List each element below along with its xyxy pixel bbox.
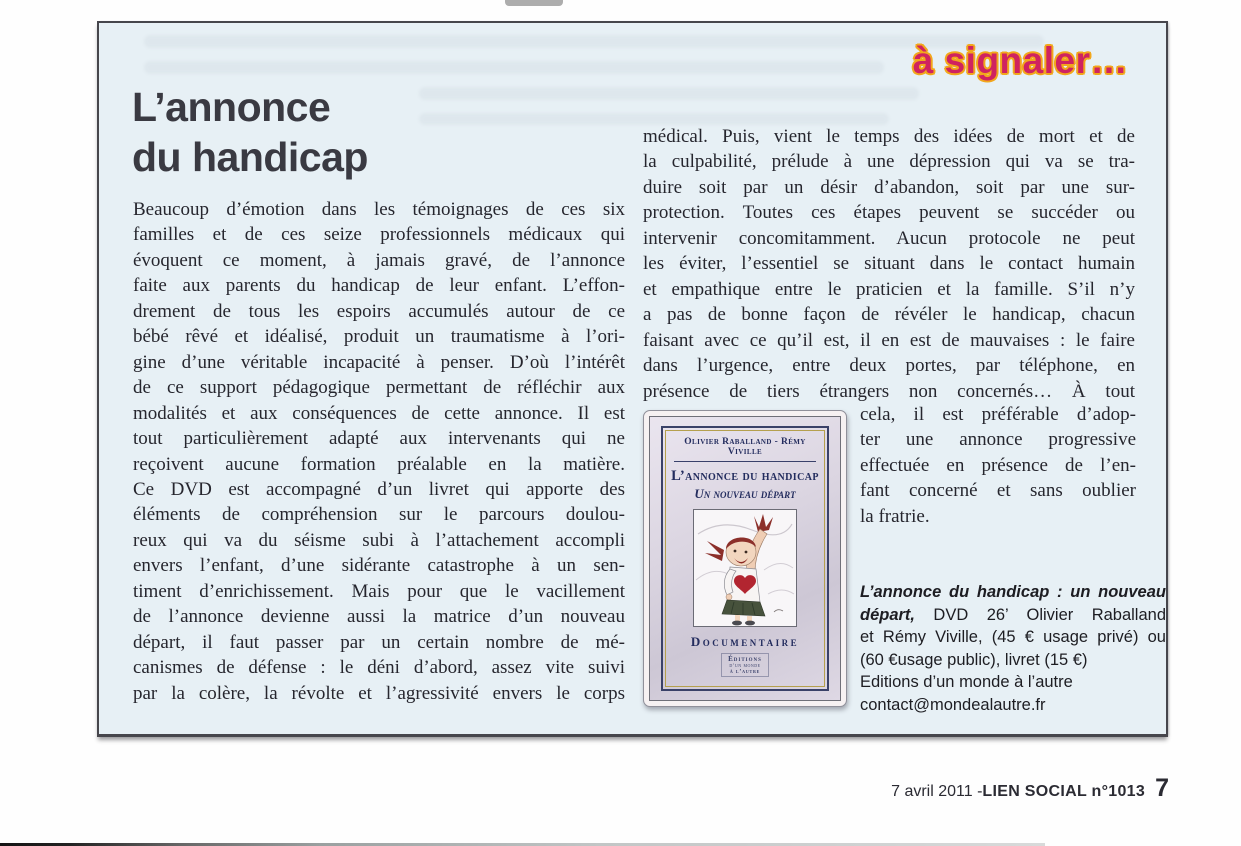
body-text-line: Ce DVD est accompagné d’un livret qui apporte des: [133, 478, 625, 500]
body-text-line: bébé rêvé et idéalisé, produit un traumatisme à l’ori-: [133, 326, 625, 348]
caption-title-line: L’annonce du handicap : un nouveau: [860, 583, 1166, 601]
article-wrapped-column: [860, 402, 1136, 529]
caption-title-part: départ,: [860, 605, 916, 624]
title-line-2: du handicap: [132, 134, 368, 180]
dvd-genre: Documentaire: [690, 634, 800, 649]
publisher-line: d’un monde: [729, 664, 761, 669]
publisher-line: Éditions: [728, 655, 762, 663]
body-text-line: par la colère, la révolte et l’agressivité envers le corps: [133, 682, 625, 704]
footer-page-number: 7: [1155, 774, 1169, 802]
scan-smudge-artifact: [505, 0, 563, 6]
caption-line: [860, 604, 1166, 627]
body-text-line: les éviter, l’essentiel se situant dans le contact humain: [643, 253, 1135, 275]
caption-text-part: DVD 26’ Olivier Raballand: [915, 605, 1166, 624]
body-text-line: modalités et aux conséquences de cette annonce. Il est: [133, 402, 625, 424]
footer-magazine-name: LIEN SOCIAL n°1013: [982, 783, 1146, 800]
body-text-line: présence de tiers étrangers non concernés… À tout: [643, 380, 1135, 402]
body-text-line: drement de tous les espoirs accumulés autour de ce: [133, 300, 625, 322]
body-text-line: ter une annonce progressive: [860, 429, 1136, 451]
body-text-line: gine d’une véritable incapacité à penser. D’où l’intérêt: [133, 351, 625, 373]
body-text-line: la fratrie.: [860, 505, 930, 527]
dvd-cover-photo: [643, 410, 847, 707]
body-text-line: reçoivent aucune formation préalable en la matière.: [133, 453, 625, 475]
body-text-line: reux qui va du séisme subi à l’attachement accompli: [133, 529, 625, 551]
dvd-authors: Olivier Raballand - Rémy Viville: [674, 437, 817, 462]
page-title: [132, 82, 368, 182]
caption-line: et Rémy Viville, (45 € usage privé) ou: [860, 628, 1166, 646]
caption-line: Editions d’un monde à l’autre: [860, 673, 1073, 691]
body-text-line: départ, il faut passer par un certain nombre de mé-: [133, 631, 625, 653]
body-text-line: faite aux parents du handicap de leur enfant. L’effon-: [133, 275, 625, 297]
dvd-title: L’annonce du handicap: [671, 468, 819, 484]
body-text-line: évoquent ce moment, à jamais gravé, de l’annonce: [133, 249, 625, 271]
dvd-cover: [649, 416, 841, 701]
bleedthrough-artifact: [144, 61, 884, 74]
body-text-line: tout particulièrement adapté aux intervenants qui ne: [133, 428, 625, 450]
dvd-caption: [860, 581, 1166, 716]
body-text-line: éléments de compréhension sur le parcours doulou-: [133, 504, 625, 526]
bleedthrough-artifact: [144, 35, 1044, 48]
caption-line: (60 €usage public), livret (15 €): [860, 650, 1088, 669]
caption-line: contact@mondealautre.fr: [860, 695, 1046, 714]
body-text-line: envers l’enfant, d’une sidérante catastrophe à un sen-: [133, 555, 625, 577]
page-footer: [891, 774, 1169, 803]
caption-rest: [860, 649, 1166, 717]
body-text-line: de l’annonce devienne aussi la matrice d’un nouveau: [133, 606, 625, 628]
body-text-line: et empathique entre le praticien et la famille. S’il n’y: [643, 278, 1135, 300]
dvd-cover-frame: [661, 426, 829, 691]
body-text-line: de ce support pédagogique permettant de réfléchir aux: [133, 377, 625, 399]
dvd-subtitle: Un nouveau départ: [694, 486, 796, 501]
body-text-line: Beaucoup d’émotion dans les témoignages de ces six: [133, 199, 625, 220]
section-rubric: à signaler…: [912, 40, 1128, 81]
body-text-line: cela, il est préférable d’adop-: [860, 404, 1136, 425]
body-text-line: intervenir concomitamment. Aucun protocole ne peut: [643, 227, 1135, 249]
body-text-line: dans l’urgence, entre deux portes, par téléphone, en: [643, 355, 1135, 377]
publisher-logo: [721, 653, 769, 677]
body-text-line: a pas de bonne façon de révéler le handicap, chacun: [643, 304, 1135, 326]
article-left-column: [133, 197, 625, 706]
body-text-line: faisant avec ce qu’il est, il en est de mauvaises : le faire: [643, 329, 1135, 351]
footer-date: 7 avril 2011 -: [891, 783, 983, 800]
body-text-line: familles et de ces seize professionnels médicaux qui: [133, 224, 625, 246]
body-text-line: médical. Puis, vient le temps des idées de mort et de: [643, 126, 1135, 147]
dvd-girl-illustration: [693, 509, 797, 627]
bleedthrough-artifact: [419, 87, 919, 100]
body-text-line: fant concerné et sans oublier: [860, 480, 1136, 502]
body-text-line: protection. Toutes ces étapes peuvent se succéder ou: [643, 202, 1135, 224]
article-right-column: [643, 124, 1135, 404]
body-text-line: la culpabilité, prélude à une dépression qui va se tra-: [643, 151, 1135, 173]
body-text-line: timent d’enrichissement. Mais pour que le vacillement: [133, 580, 625, 602]
title-line-1: L’annonce: [132, 84, 331, 130]
publisher-line: à l’autre: [729, 669, 761, 675]
body-text-line: canismes de défense : le déni d’abord, assez vite suivi: [133, 657, 625, 679]
body-text-line: effectuée en présence de l’en-: [860, 454, 1136, 476]
body-text-line: duire soit par un désir d’abandon, soit par une sur-: [643, 176, 1135, 198]
